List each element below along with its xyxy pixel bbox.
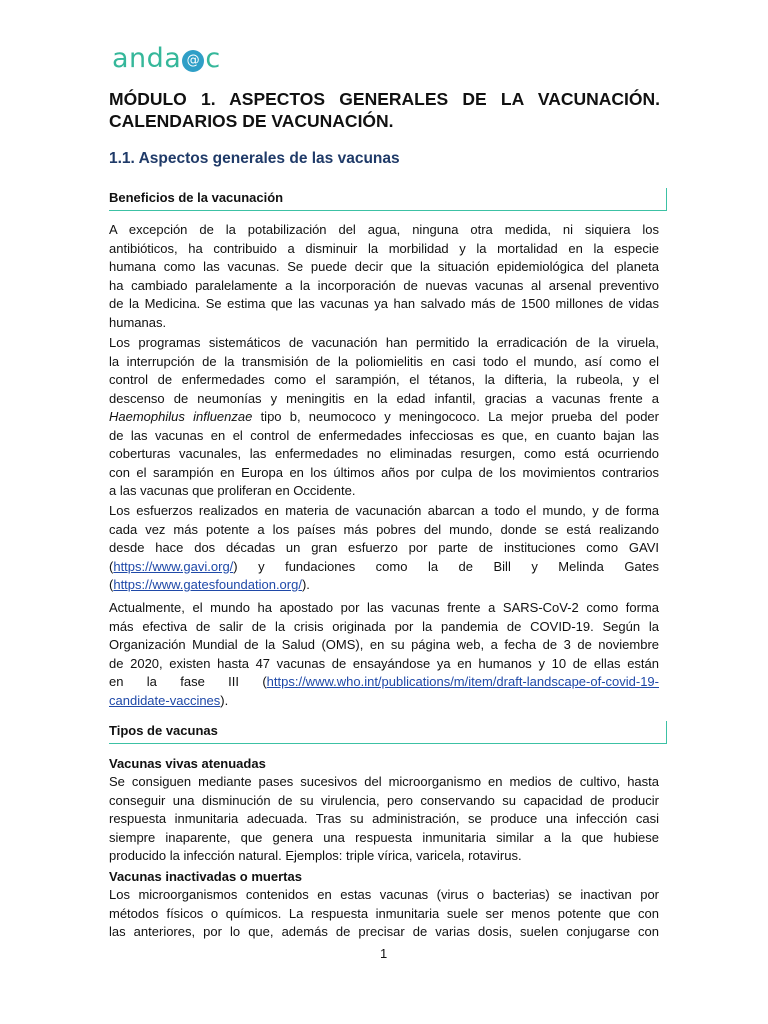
- text-line: de 2020, existen hasta 47 vacunas de ensayándose ya en humanos y 10 de ellas están: [109, 655, 659, 671]
- text-line: [109, 692, 659, 711]
- andavac-logo: [112, 42, 221, 76]
- text-line: ha cambiado paralelamente a la incorporación de nuevas vacunas al arsenal preventivo: [109, 277, 659, 293]
- text-line: Los programas sistemáticos de vacunación han permitido la erradicación de la viruela,: [109, 335, 659, 350]
- text-line: conseguir una disminución de su virulencia, pero conservando su capacidad de producir: [109, 792, 659, 808]
- text-line: [109, 408, 659, 427]
- paragraph-beneficios-1: [109, 221, 659, 332]
- text-fragment: en la fase III (: [109, 674, 267, 689]
- who-link-continued[interactable]: candidate-vaccines: [109, 692, 221, 708]
- logo-text-right: c: [205, 43, 221, 74]
- text-line: la interrupción de la transmisión de la poliomielitis en casi todo el mundo, así como el: [109, 353, 659, 369]
- text-line: cada vez más potente a los países más pobres del mundo, donde se está realizando: [109, 521, 659, 537]
- who-link[interactable]: https://www.who.int/publications/m/item/draft-landscape-of-covid-19-: [266, 674, 659, 689]
- text-line: con el sarampión en Europa en los últimos años por culpa de los movimientos contrarios: [109, 464, 659, 480]
- text-line: métodos físicos o químicos. La respuesta inmunitaria suele ser menos potente que con: [109, 905, 659, 921]
- paragraph-vacunas-inactivadas: [109, 886, 659, 942]
- text-line: coberturas vacunales, las enfermedades no eliminadas resurgen, como está ocurriendo: [109, 446, 659, 461]
- paragraph-beneficios-2: [109, 334, 659, 501]
- page-title: [109, 88, 660, 132]
- text-line: las anteriores, por lo que, además de precisar de varias dosis, suelen conjugarse con: [109, 924, 659, 939]
- heading-vacunas-inactivadas: Vacunas inactivadas o muertas: [109, 869, 302, 884]
- text-line: Los microorganismos contenidos en estas vacunas (virus o bacterias) se inactivan por: [109, 887, 659, 902]
- text-line: de las vacunas en el control de enfermedades infecciosas es que, en cuanto bajan las: [109, 427, 659, 443]
- heading-vacunas-vivas: Vacunas vivas atenuadas: [109, 756, 266, 771]
- text-line: humana como las vacunas. Se puede decir que la situación epidemiológica del planeta: [109, 259, 659, 274]
- paragraph-vacunas-vivas: [109, 773, 659, 866]
- logo-text-left: anda: [112, 43, 182, 74]
- text-fragment: ).: [220, 692, 229, 708]
- section-heading: 1.1. Aspectos generales de las vacunas: [109, 150, 400, 167]
- text-line: humanas.: [109, 314, 167, 330]
- text-line: Organización Mundial de la Salud (OMS), en su página web, a fecha de 3 de noviembre: [109, 637, 659, 652]
- subsection-box-tipos: [109, 721, 667, 744]
- text-fragment: ).: [301, 577, 310, 592]
- text-line: desde hace dos décadas un gran esfuerzo por parte de instituciones como GAVI: [109, 540, 659, 555]
- gates-foundation-link[interactable]: https://www.gatesfoundation.org/: [113, 577, 302, 592]
- text-fragment: (: [109, 558, 114, 574]
- gavi-link[interactable]: https://www.gavi.org/: [113, 558, 234, 574]
- logo-at-symbol: @: [182, 50, 204, 72]
- text-line: siempre inaparente, que genera una respuesta inmunitaria similar a la que hubiese: [109, 829, 659, 845]
- text-line: [109, 673, 659, 692]
- page-number: 1: [380, 946, 388, 961]
- text-line: [109, 558, 659, 577]
- text-fragment: tipo b, neumococo y meningococo. La mejor prueba del poder: [252, 409, 659, 424]
- italic-species-name: Haemophilus influenzae: [109, 409, 253, 424]
- text-line: Actualmente, el mundo ha apostado por las vacunas frente a SARS-CoV-2 como forma: [109, 600, 659, 615]
- subsection-box-beneficios: [109, 188, 667, 211]
- text-line: respuesta inmunitaria adecuada. Tras su administración, se produce una infección casi: [109, 811, 659, 826]
- paragraph-beneficios-4: [109, 599, 659, 710]
- title-line-1: MÓDULO 1. ASPECTOS GENERALES DE LA VACUNACIÓN.: [109, 89, 660, 109]
- text-line: más efectiva de salir de la crisis originada por la pandemia de COVID-19. Según la: [109, 618, 659, 634]
- text-fragment: ) y fundaciones como la de Bill y Melinda Gates: [233, 558, 659, 574]
- text-line: descenso de neumonías y meningitis en la edad infantil, gracias a vacunas frente a: [109, 390, 659, 406]
- text-line: [109, 576, 659, 595]
- subsection-title-tipos: Tipos de vacunas: [109, 723, 218, 738]
- title-line-2: CALENDARIOS DE VACUNACIÓN.: [109, 111, 394, 131]
- text-line: producido la infección natural. Ejemplos: triple vírica, varicela, rotavirus.: [109, 848, 522, 863]
- subsection-title-beneficios: Beneficios de la vacunación: [109, 190, 284, 205]
- text-line: control de enfermedades como el sarampión, el tétanos, la difteria, la rubeola, y el: [109, 372, 659, 387]
- text-line: antibióticos, ha contribuido a disminuir la morbilidad y la mortalidad en la especie: [109, 240, 659, 256]
- text-line: a las vacunas que proliferan en Occidente.: [109, 483, 356, 498]
- paragraph-beneficios-3: [109, 502, 659, 595]
- text-line: A excepción de la potabilización del agua, ninguna otra medida, ni siquiera los: [109, 222, 659, 237]
- text-line: Los esfuerzos realizados en materia de vacunación abarcan a todo el mundo, y de forma: [109, 503, 659, 518]
- text-fragment: (: [109, 577, 114, 592]
- text-line: de la Medicina. Se estima que las vacunas ya han salvado más de 1500 millones de vidas: [109, 296, 659, 311]
- text-line: Se consiguen mediante pases sucesivos del microorganismo en medios de cultivo, hasta: [109, 774, 659, 789]
